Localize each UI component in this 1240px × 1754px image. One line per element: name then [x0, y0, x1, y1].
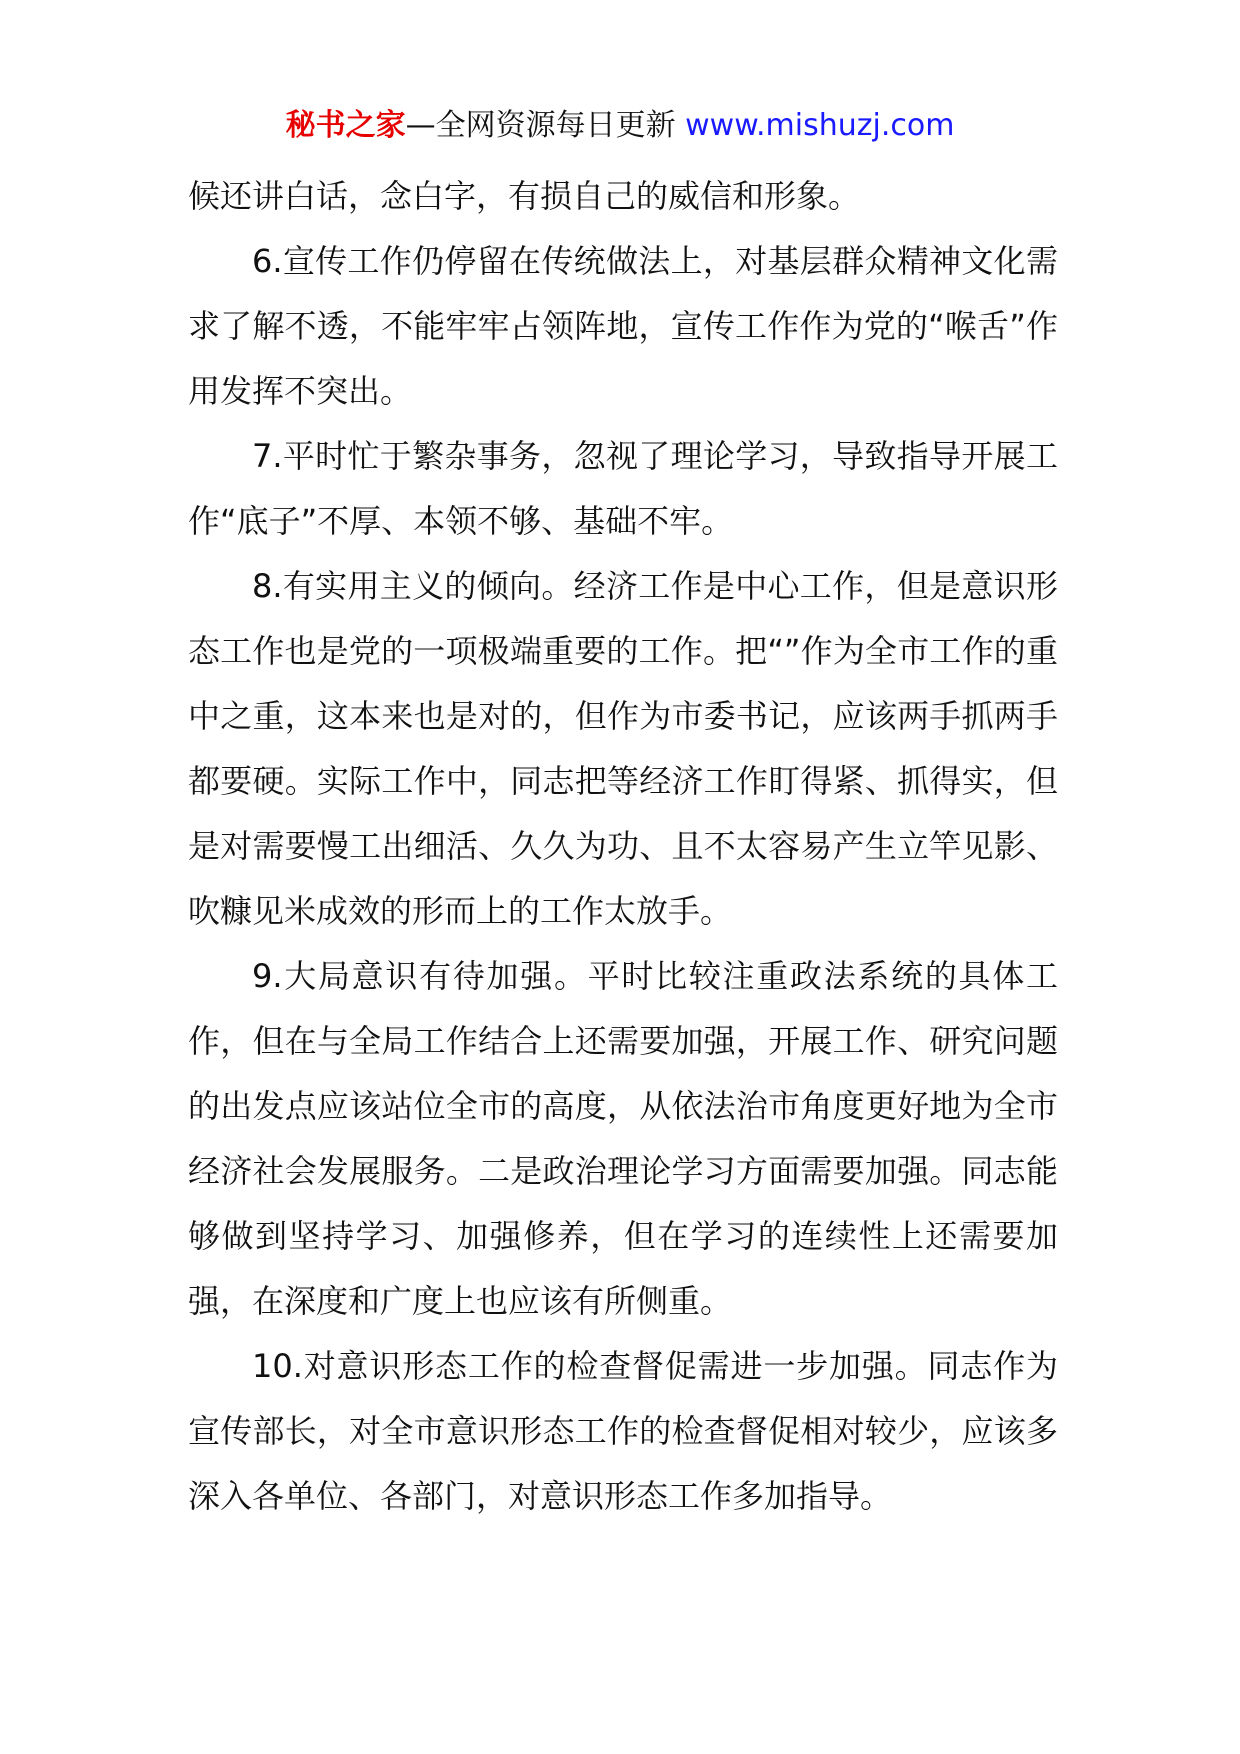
page-header: [0, 104, 1240, 148]
document-body: [188, 164, 1058, 1529]
paragraph-item-9: 9.大局意识有待加强。平时比较注重政法系统的具体工作，但在与全局工作结合上还需要加强，开展工作、研究问题的出发点应该站位全市的高度，从依法治市角度更好地为全市经济社会发展服务。二是政治理论学习方面需要加强。同志能够做到坚持学习、加强修养，但在学习的连续性上还需要加强，在深度和广度上也应该有所侧重。: [188, 957, 1058, 1320]
paragraph-item-10: 10.对意识形态工作的检查督促需进一步加强。同志作为宣传部长，对全市意识形态工作的检查督促相对较少，应该多深入各单位、各部门，对意识形态工作多加指导。: [188, 1347, 1058, 1515]
header-tagline: —全网资源每日更新: [405, 108, 676, 143]
paragraph-item-8: 8.有实用主义的倾向。经济工作是中心工作，但是意识形态工作也是党的一项极端重要的工作。把“”作为全市工作的重中之重，这本来也是对的，但作为市委书记，应该两手抓两手都要硬。实际工作中，同志把等经济工作盯得紧、抓得实，但是对需要慢工出细活、久久为功、且不太容易产生立竿见影、吹糠见米成效的形而上的工作太放手。: [188, 567, 1058, 930]
brand-name: 秘书之家: [285, 108, 406, 143]
site-url-link[interactable]: www.mishuzj.com: [685, 108, 955, 143]
paragraph-continued: 候还讲白话，念白字，有损自己的威信和形象。: [188, 177, 861, 215]
paragraph-item-7: 7.平时忙于繁杂事务，忽视了理论学习，导致指导开展工作“底子”不厚、本领不够、基础不牢。: [188, 437, 1058, 540]
paragraph-item-6: 6.宣传工作仍停留在传统做法上，对基层群众精神文化需求了解不透，不能牢牢占领阵地，宣传工作作为党的“喉舌”作用发挥不突出。: [188, 242, 1058, 410]
